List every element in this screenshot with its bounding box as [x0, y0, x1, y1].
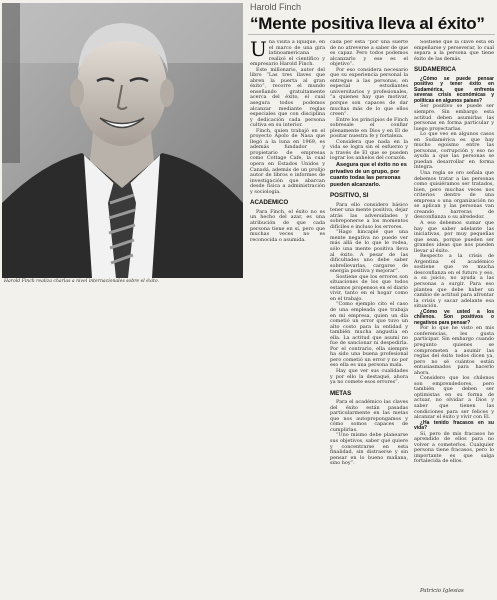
col2-p1: cada per ésta “por una suerte de no atreverse a saber de que es capaz. Pero todos podemos alcanzarlo y ese es el objetivo”.: [330, 40, 408, 68]
col3-p6: Respecto a la crisis de Argentina el académico sostiene que ve mucha desconfianza en el futuro y eso, a su juicio, no ayuda a las personas a surgir. Para eso plantea que debe haber un cambio de actitud para afrontar la crisis y sacar adelante esa situación.: [414, 253, 494, 310]
section-heading-academico: ACADEMICO: [250, 199, 289, 207]
col2-p10: Para el académico las claves del éxito están pasadas particularmente en las metas que nos autopropongamos y cómo somos capaces de cumplirlas.: [330, 399, 408, 433]
col2-p3: Entre los principios de Finch sobresale el confiar plenamente en Dios y en El de positar nuestra fe y fortaleza.: [330, 116, 408, 140]
col3-p8: Considero que los chilenos son emprendedores, pero también que deben ser optimistas en su forma de actuar, no olvidar a Dios y saber que tienen las condiciones para ser felices y alcanzar el éxito y vivir con El.: [414, 375, 494, 421]
col2-p8: “Como ejemplo cito el caso de una empleada que trabaja en mi empresa, quien un día cometió un error que tuvo un alto costo para la entidad y también mucha angustia en ella. La actitud que asumí no fue de sancionar ni despedirla. Por el contrario, ella siempre ha sido una buena profesional pero cometió un error y no por eso ella es una persona mala.: [330, 301, 408, 369]
portrait-illustration: [2, 3, 243, 278]
headline: “Mente positiva lleva al éxito”: [250, 14, 485, 33]
col2-p11: “Uno mismo debe planearse sus objetivos, saber qué quiere y concentrarse en esta finalidad, sin distraerse y sin pensar en lo bueno mañana, sino hoy”.: [330, 432, 408, 467]
col1-p1: na visita a Iquique, en el marco de una gira latinoamericana realizó el científico y empresario Harold Finch.: [250, 40, 325, 68]
col3-p3: Lo que veo en algunos casos en Sudamérica es que hay mucho egoísmo entre las personas, corrupción y eso no ayuda a que las personas se puedan desarrollar en forma íntegra.: [414, 131, 494, 171]
interview-question-1: ¿Cómo se puede pensar positivo y tener éxito en Sudamérica, que enfrenta severas crisis económicas y políticas en algunos países?: [414, 75, 494, 104]
col3-p5: A eso debemos sumar que hay que saber adelante las iniciativas, por muy pequeñas que sean, porque pueden ser grandes ideas que nos pueden llevar al éxito.: [414, 219, 494, 254]
portrait-photo: [2, 3, 243, 278]
col3-p7: Por lo que he visto en mis conferencias, les gusta participar. Sin embargo cuando pregunto quienes se comprometen a asumir las reglas del éxito todos dicen ya, pero no sé cuántos están entusiasmados para hacerlo ahora.: [414, 325, 494, 376]
col2-p4: Considera que nada en la vida se logra sin el esfuerzo y a través de El que se pueden lograr los anhelos del corazón.: [330, 138, 408, 162]
interview-question-3: ¿Ha tenido fracasos en su vida?: [414, 419, 494, 432]
section-heading-metas: METAS: [330, 389, 352, 397]
col2-p2: Por eso considera necesario que su experiencia personal la entregue a las personas, en especial estudiantes universitarios y profesionales, “a quienes hay que motivar, porque son capaces de dar muchas más de lo que ellos creen”.: [330, 66, 408, 118]
col2-p9: Hay que ver sus cualidades y por ello la destaqué, ahora ya no comete esos errores”.: [330, 367, 408, 386]
col1-p4: Para Finch, el éxito no es un hecho del azar, es una atribución de que cada persona tiene en sí, pero que muchas veces no es reconocida o asumida.: [250, 208, 325, 243]
col2-p6: “Hago hincapié que una mente negativa no puede ver más allá de lo que le rodea, sólo una mente positiva lleva al éxito. A pesar de las dificultades uno debe saber sobrellevarlas, cargarse de energía positiva y mejorar”.: [330, 229, 408, 275]
section-heading-sudamerica: SUDAMERICA: [414, 66, 456, 74]
column-2: [330, 40, 408, 590]
author-name: Harold Finch: [250, 2, 302, 12]
headline-divider: [248, 34, 495, 35]
drop-cap: U: [250, 40, 267, 61]
column-1: [250, 40, 325, 290]
photographer-byline: Patricio Iglesias: [420, 588, 464, 594]
section-heading-positivo: POSITIVO, SI: [330, 192, 369, 200]
col1-p3: Finch, quien trabajó en el proyecto Apolo de Nasa que llegó a la luna en 1969, es además fundador y propietario de empresas como Cottage Cafe, la cual opera en Estados Unidos y Canadá, además de un prolijo autor de libros e informes de investigación que abarcan desde física a administración y sociología.: [250, 127, 325, 195]
col3-p9: Sí, pero de mis fracasos he aprendido de ellos para no volver a cometerlos. Cualquier persona tiene fracasos, pero lo importante es que salga fortalecida de ellos.: [414, 430, 494, 465]
column-3: [414, 40, 494, 585]
pull-quote: Asegura que el éxito no es privativo de un grupo, por cuanto todas las personas pueden alcanzarlo.: [330, 162, 407, 188]
interview-question-2: ¿Cómo ve usted a los chilenos. Son positivos o negativos para pensar?: [414, 308, 494, 326]
col3-p4: Una regla se oro señala que debemos tratar a las personas como quisiéramos ser tratados, bien, pero muchas veces nos criterios dentro de una empresa o una organización no se aplican y las personas van creando barreras de desconfianza o su alrededor.: [414, 170, 494, 221]
col3-p1: Sostiene que la clave está en empeñarse y perseverar, lo cual separa a la persona que tiene éxito de las demás.: [414, 40, 494, 62]
photo-caption: Harold Finch realiza charlas a nivel internacionales sobre el éxito.: [4, 279, 160, 284]
col3-p2: Ser positivo se puede ser siempre. Sin embargo esta actitud deben asumirlas las personas en forma particular y luego proyectarlas.: [414, 103, 494, 132]
col2-p7: Sostiene que los errores son situaciones de los que todos estamos propensos en el diario vivir, tanto en el hogar como en el trabajo.: [330, 273, 408, 302]
col1-p2: Este millonario, autor del libro “Las tres llaves que abren la puerta al gran éxito”, recorre el mundo enseñando gratuitamente acerca del éxito, el cual asegura todos podemos alcanzar mediante reglas especiales que con disciplina y dedicación cada persona cultiva en su interior.: [250, 66, 325, 129]
col2-p5: Para ello considero básico tener una mente positiva, dejar atrás las adversidades y sobreponerse a los momentos difíciles e incluso los errores.: [330, 201, 408, 230]
